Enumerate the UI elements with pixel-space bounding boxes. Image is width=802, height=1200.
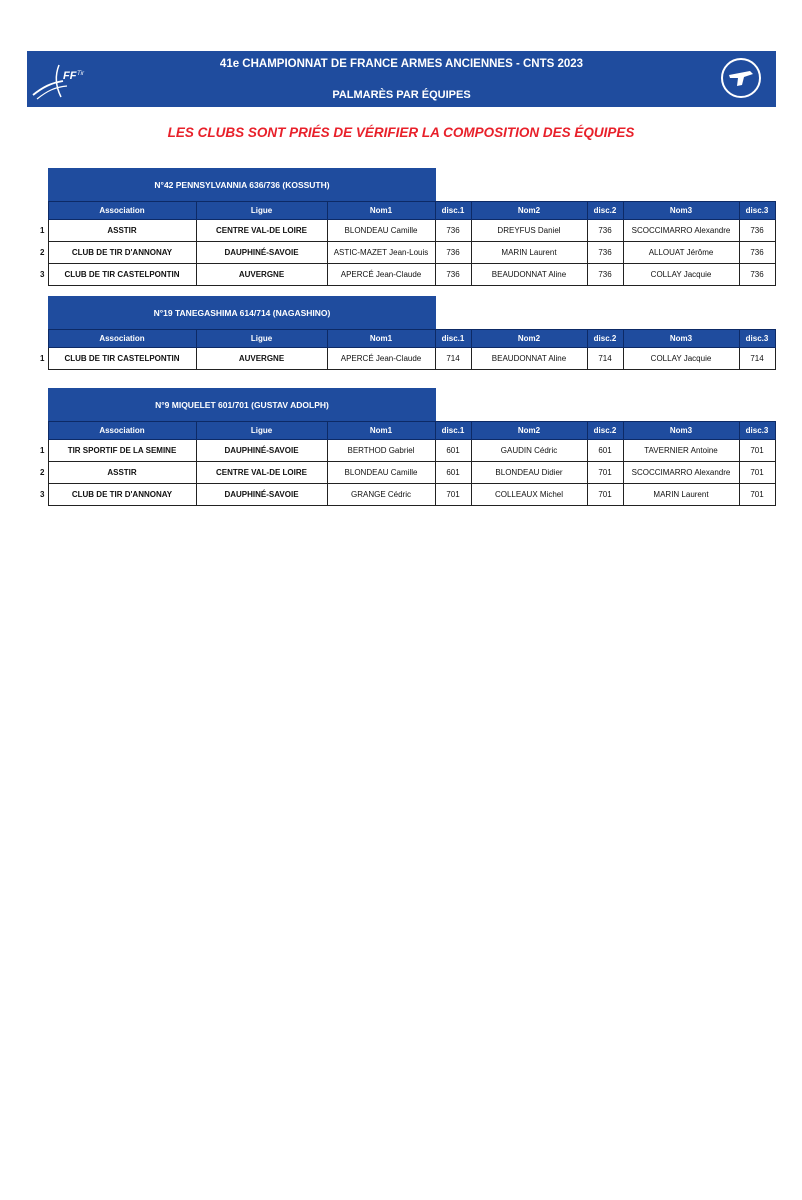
table-row bbox=[38, 484, 775, 506]
column-header: Nom1 bbox=[327, 422, 435, 440]
column-header: Nom2 bbox=[471, 330, 587, 348]
cell-nom1: GRANGE Cédric bbox=[327, 484, 435, 506]
cell-nom1: ASTIC-MAZET Jean-Louis bbox=[327, 242, 435, 264]
column-header: disc.3 bbox=[739, 422, 775, 440]
cell-assoc: TIR SPORTIF DE LA SEMINE bbox=[48, 440, 196, 462]
page-subtitle: PALMARÈS PAR ÉQUIPES bbox=[332, 89, 471, 101]
cell-d2: 736 bbox=[587, 264, 623, 286]
rank-cell: 1 bbox=[40, 226, 45, 235]
table-row bbox=[38, 220, 775, 242]
column-header: disc.1 bbox=[435, 330, 471, 348]
column-header: disc.2 bbox=[587, 330, 623, 348]
section-title: N°42 PENNSYLVANNIA 636/736 (KOSSUTH) bbox=[48, 168, 436, 201]
table-header-row bbox=[38, 202, 775, 220]
rank-cell: 3 bbox=[40, 270, 45, 279]
results-table bbox=[38, 329, 776, 370]
column-header: Ligue bbox=[196, 202, 327, 220]
column-header: Association bbox=[48, 202, 196, 220]
cell-nom3: SCOCCIMARRO Alexandre bbox=[623, 220, 739, 242]
column-header: Nom2 bbox=[471, 202, 587, 220]
cell-nom1: BLONDEAU Camille bbox=[327, 220, 435, 242]
cell-nom1: BERTHOD Gabriel bbox=[327, 440, 435, 462]
notice-text: LES CLUBS SONT PRIÉS DE VÉRIFIER LA COMPOSITION DES ÉQUIPES bbox=[167, 125, 635, 140]
cell-d2: 736 bbox=[587, 242, 623, 264]
cell-nom2: GAUDIN Cédric bbox=[471, 440, 587, 462]
cell-ligue: DAUPHINÉ-SAVOIE bbox=[196, 484, 327, 506]
rank-header bbox=[38, 422, 48, 440]
cell-nom2: DREYFUS Daniel bbox=[471, 220, 587, 242]
cell-nom3: MARIN Laurent bbox=[623, 484, 739, 506]
cell-nom3: ALLOUAT Jérôme bbox=[623, 242, 739, 264]
cell-d3: 736 bbox=[739, 220, 775, 242]
page-title: 41e CHAMPIONNAT DE FRANCE ARMES ANCIENNES - CNTS 2023 bbox=[219, 58, 584, 70]
cell-d2: 714 bbox=[587, 348, 623, 370]
cell-d3: 714 bbox=[739, 348, 775, 370]
table-row bbox=[38, 348, 775, 370]
rank-cell: 1 bbox=[40, 354, 45, 363]
cell-d1: 736 bbox=[435, 264, 471, 286]
cell-nom3: TAVERNIER Antoine bbox=[623, 440, 739, 462]
cell-d3: 736 bbox=[739, 264, 775, 286]
column-header: Nom3 bbox=[623, 330, 739, 348]
cell-d1: 601 bbox=[435, 462, 471, 484]
svg-text:FF: FF bbox=[63, 70, 77, 82]
rank-header bbox=[38, 202, 48, 220]
cell-d3: 736 bbox=[739, 242, 775, 264]
cell-nom1: APERCÉ Jean-Claude bbox=[327, 264, 435, 286]
column-header: disc.2 bbox=[587, 202, 623, 220]
column-header: Nom3 bbox=[623, 202, 739, 220]
column-header: Nom3 bbox=[623, 422, 739, 440]
column-header: Association bbox=[48, 330, 196, 348]
cell-d1: 736 bbox=[435, 242, 471, 264]
table-row bbox=[38, 242, 775, 264]
cell-nom2: COLLEAUX Michel bbox=[471, 484, 587, 506]
cell-d2: 701 bbox=[587, 462, 623, 484]
cell-assoc: CLUB DE TIR D'ANNONAY bbox=[48, 242, 196, 264]
cell-assoc: CLUB DE TIR D'ANNONAY bbox=[48, 484, 196, 506]
cell-nom2: MARIN Laurent bbox=[471, 242, 587, 264]
cell-d3: 701 bbox=[739, 440, 775, 462]
cell-ligue: AUVERGNE bbox=[196, 264, 327, 286]
cell-nom2: BEAUDONNAT Aline bbox=[471, 264, 587, 286]
cell-ligue: AUVERGNE bbox=[196, 348, 327, 370]
cell-nom3: COLLAY Jacquie bbox=[623, 348, 739, 370]
cell-nom3: COLLAY Jacquie bbox=[623, 264, 739, 286]
cell-d1: 714 bbox=[435, 348, 471, 370]
results-table bbox=[38, 201, 776, 286]
column-header: disc.3 bbox=[739, 202, 775, 220]
column-header: disc.2 bbox=[587, 422, 623, 440]
table-row bbox=[38, 462, 775, 484]
table-header-row bbox=[38, 422, 775, 440]
cell-d3: 701 bbox=[739, 462, 775, 484]
cell-nom1: APERCÉ Jean-Claude bbox=[327, 348, 435, 370]
cell-d2: 736 bbox=[587, 220, 623, 242]
cell-nom2: BEAUDONNAT Aline bbox=[471, 348, 587, 370]
cell-nom2: BLONDEAU Didier bbox=[471, 462, 587, 484]
cell-d1: 601 bbox=[435, 440, 471, 462]
rank-header bbox=[38, 330, 48, 348]
column-header: Nom2 bbox=[471, 422, 587, 440]
header-banner bbox=[27, 51, 776, 107]
cell-d1: 701 bbox=[435, 484, 471, 506]
cell-ligue: CENTRE VAL-DE LOIRE bbox=[196, 462, 327, 484]
table-row bbox=[38, 440, 775, 462]
rank-cell: 2 bbox=[40, 248, 45, 257]
column-header: Nom1 bbox=[327, 330, 435, 348]
cell-ligue: DAUPHINÉ-SAVOIE bbox=[196, 242, 327, 264]
section-title: N°9 MIQUELET 601/701 (GUSTAV ADOLPH) bbox=[48, 388, 436, 421]
column-header: Association bbox=[48, 422, 196, 440]
cell-d1: 736 bbox=[435, 220, 471, 242]
cell-assoc: CLUB DE TIR CASTELPONTIN bbox=[48, 264, 196, 286]
cell-assoc: CLUB DE TIR CASTELPONTIN bbox=[48, 348, 196, 370]
column-header: Ligue bbox=[196, 422, 327, 440]
rank-cell: 2 bbox=[40, 468, 45, 477]
cell-ligue: DAUPHINÉ-SAVOIE bbox=[196, 440, 327, 462]
column-header: Ligue bbox=[196, 330, 327, 348]
cell-assoc: ASSTIR bbox=[48, 220, 196, 242]
cell-d2: 701 bbox=[587, 484, 623, 506]
pistol-icon bbox=[720, 57, 762, 99]
cell-ligue: CENTRE VAL-DE LOIRE bbox=[196, 220, 327, 242]
cell-d2: 601 bbox=[587, 440, 623, 462]
results-table bbox=[38, 421, 776, 506]
column-header: disc.1 bbox=[435, 202, 471, 220]
table-header-row bbox=[38, 330, 775, 348]
column-header: disc.1 bbox=[435, 422, 471, 440]
column-header: disc.3 bbox=[739, 330, 775, 348]
cell-nom1: BLONDEAU Camille bbox=[327, 462, 435, 484]
cell-nom3: SCOCCIMARRO Alexandre bbox=[623, 462, 739, 484]
cell-d3: 701 bbox=[739, 484, 775, 506]
column-header: Nom1 bbox=[327, 202, 435, 220]
cell-assoc: ASSTIR bbox=[48, 462, 196, 484]
table-row bbox=[38, 264, 775, 286]
rank-cell: 1 bbox=[40, 446, 45, 455]
rank-cell: 3 bbox=[40, 490, 45, 499]
section-title: N°19 TANEGASHIMA 614/714 (NAGASHINO) bbox=[48, 296, 436, 329]
svg-text:Tir: Tir bbox=[77, 71, 84, 77]
